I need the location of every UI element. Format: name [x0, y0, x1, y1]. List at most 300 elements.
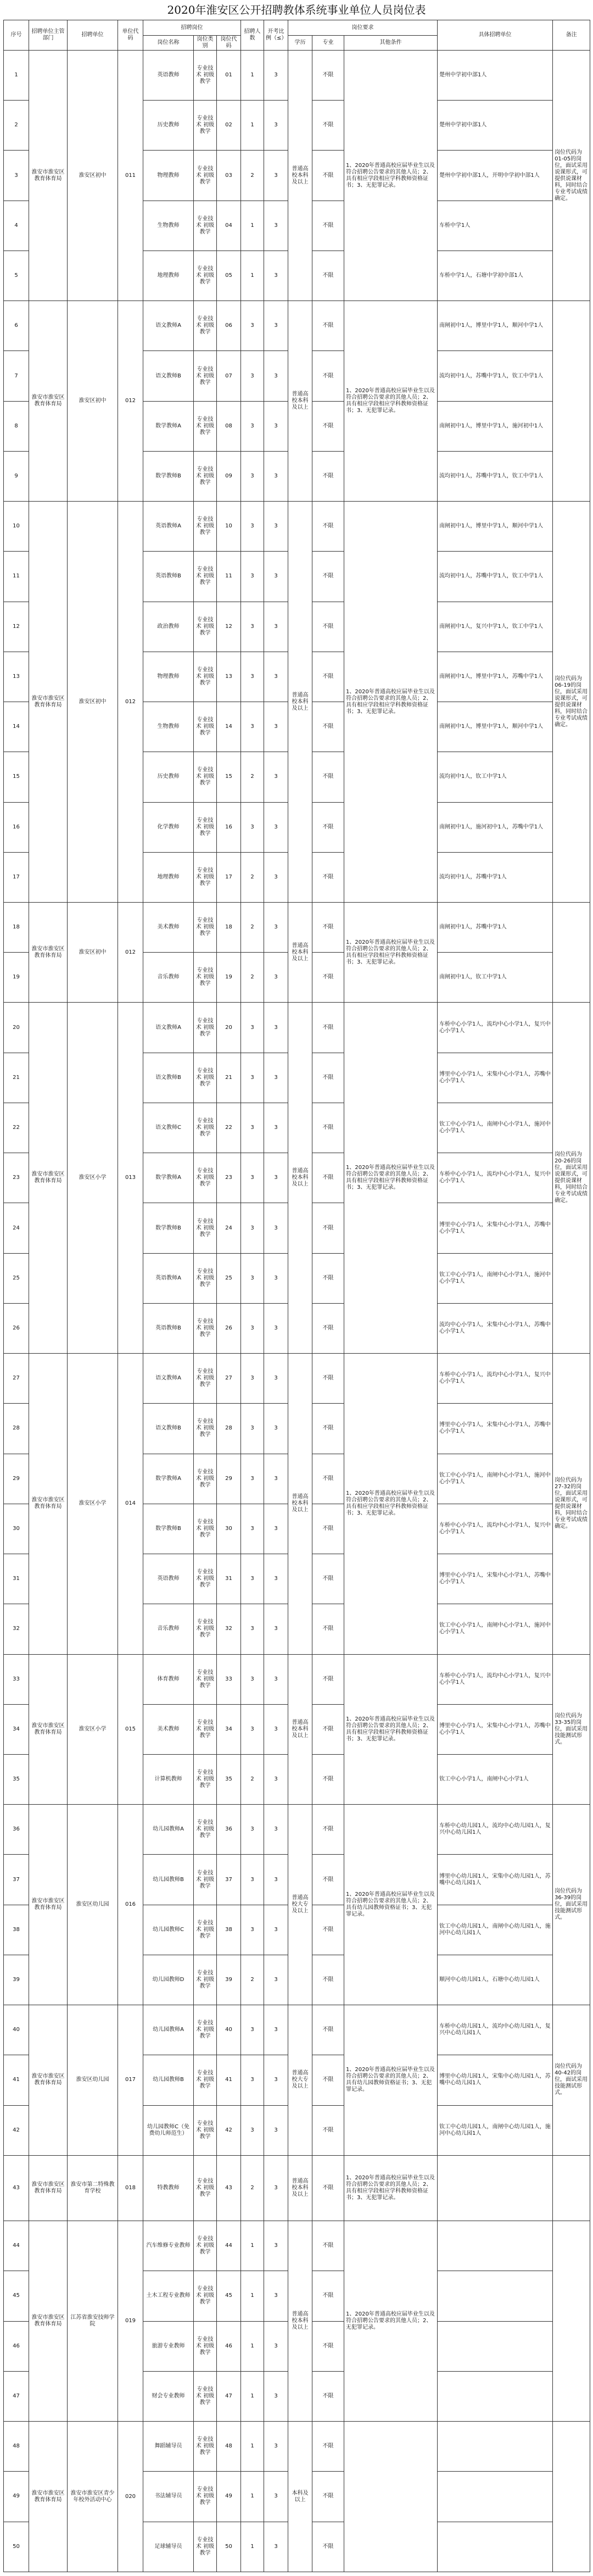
- row-post-name: 英语教师A: [143, 502, 194, 552]
- row-remark: 岗位代码为40-42的岗位，面试采用技能测试形式。: [553, 2005, 590, 2156]
- row-post-code: 09: [217, 451, 241, 501]
- row-seq: 23: [4, 1153, 29, 1203]
- row-recruit-num: 2: [241, 151, 264, 201]
- row-recruit-num: 3: [241, 301, 264, 351]
- row-major: 不限: [312, 1704, 344, 1754]
- row-unit-code: 020: [118, 2422, 143, 2572]
- row-post-code: 05: [217, 251, 241, 301]
- header-major: 专业: [312, 36, 344, 51]
- row-seq: 9: [4, 451, 29, 501]
- row-post-code: 20: [217, 1003, 241, 1053]
- table-header: [4, 20, 590, 51]
- row-major: 不限: [312, 2221, 344, 2271]
- row-post-name: 数学教师A: [143, 1454, 194, 1504]
- row-ratio: 3: [264, 953, 288, 1003]
- row-ratio: 3: [264, 2371, 288, 2421]
- row-major: 不限: [312, 1654, 344, 1704]
- header-location: 具体招聘单位: [438, 20, 553, 51]
- row-recruit-num: 3: [241, 1003, 264, 1053]
- row-recruit-num: 3: [241, 1805, 264, 1855]
- row-major: 不限: [312, 602, 344, 652]
- row-remark: [553, 902, 590, 1002]
- row-dept: 淮安市淮安区教育体育局: [29, 902, 68, 1002]
- row-major: 不限: [312, 552, 344, 602]
- table-row: [4, 1805, 590, 1855]
- row-location: 车桥中心小学1人，流均中心小学1人，复兴中心小学1人: [438, 1153, 553, 1203]
- row-major: 不限: [312, 51, 344, 101]
- row-location: 流均初中1人，苏嘴中学1人: [438, 852, 553, 902]
- row-location: 钦工中心幼儿园1人，南闸中心幼儿园1人，施河中心幼儿园1人: [438, 1905, 553, 1955]
- row-post-type: 专业技术 初级教学: [194, 1905, 217, 1955]
- row-ratio: 3: [264, 51, 288, 101]
- row-unit: 淮安市淮安区青少年校外活动中心: [68, 2422, 118, 2572]
- row-ratio: 3: [264, 1604, 288, 1654]
- row-post-name: 物理教师: [143, 151, 194, 201]
- row-recruit-num: 3: [241, 802, 264, 852]
- row-location: 车桥中心幼儿园1人，流均中心幼儿园1人，复兴中心幼儿园1人: [438, 2005, 553, 2055]
- row-post-name: 幼儿园教师D: [143, 1955, 194, 2005]
- row-recruit-num: 3: [241, 351, 264, 401]
- table-row: [4, 1654, 590, 1704]
- table-row: [4, 2221, 590, 2271]
- row-seq: 22: [4, 1103, 29, 1153]
- row-ratio: 3: [264, 1053, 288, 1103]
- row-post-name: 美术教师: [143, 1704, 194, 1754]
- row-recruit-num: 1: [241, 2422, 264, 2472]
- row-seq: 27: [4, 1354, 29, 1404]
- row-recruit-num: 3: [241, 1704, 264, 1754]
- row-ratio: 3: [264, 301, 288, 351]
- row-location: 流均初中1人，苏嘴中学1人，钦工中学1人: [438, 451, 553, 501]
- row-ratio: 3: [264, 1153, 288, 1203]
- row-post-name: 语文教师B: [143, 1404, 194, 1454]
- header-unit-code: 单位代码: [118, 20, 143, 51]
- row-post-name: 幼儿园教师B: [143, 1855, 194, 1905]
- row-recruit-num: 3: [241, 1053, 264, 1103]
- header-remark: 备注: [553, 20, 590, 51]
- header-post-name: 岗位名称: [143, 36, 194, 51]
- row-post-name: 美术教师: [143, 902, 194, 952]
- row-post-type: 专业技术 初级教学: [194, 1053, 217, 1103]
- row-dept: 淮安市淮安区教育体育局: [29, 2221, 68, 2422]
- row-post-name: 数学教师A: [143, 401, 194, 451]
- row-post-code: 07: [217, 351, 241, 401]
- row-recruit-num: 1: [241, 101, 264, 151]
- row-post-name: 语文教师A: [143, 1003, 194, 1053]
- row-post-code: 29: [217, 1454, 241, 1504]
- row-seq: 26: [4, 1303, 29, 1353]
- row-post-code: 17: [217, 852, 241, 902]
- header-post-group: 招聘岗位: [143, 20, 241, 36]
- row-recruit-num: 3: [241, 1354, 264, 1404]
- row-unit: 淮安区初中: [68, 502, 118, 903]
- row-post-name: 数学教师B: [143, 1203, 194, 1253]
- row-ratio: 3: [264, 1454, 288, 1504]
- row-post-name: 体育教师: [143, 1654, 194, 1704]
- row-unit-code: 019: [118, 2221, 143, 2422]
- header-other: 其他条件: [344, 36, 438, 51]
- row-post-type: 专业技术 初级教学: [194, 802, 217, 852]
- header-dept: 招聘单位主管部门: [29, 20, 68, 51]
- row-recruit-num: 1: [241, 201, 264, 251]
- row-recruit-num: 3: [241, 1855, 264, 1905]
- row-unit-code: 012: [118, 502, 143, 903]
- row-post-name: 数学教师B: [143, 1504, 194, 1554]
- row-major: 不限: [312, 953, 344, 1003]
- row-unit: 淮安区小学: [68, 1003, 118, 1354]
- row-ratio: 3: [264, 2105, 288, 2155]
- row-location: 博里中心小学1人，宋集中心小学1人，苏嘴中心小学1人: [438, 1404, 553, 1454]
- row-ratio: 3: [264, 1905, 288, 1955]
- row-post-type: 专业技术 初级教学: [194, 902, 217, 952]
- row-post-type: 专业技术 初级教学: [194, 2472, 217, 2522]
- row-post-name: 财会专业教师: [143, 2371, 194, 2421]
- row-post-name: 英语教师B: [143, 552, 194, 602]
- row-recruit-num: 3: [241, 1303, 264, 1353]
- row-location: 流均中心小学1人，宋集中心小学1人，苏嘴中心小学1人: [438, 1303, 553, 1353]
- row-seq: 4: [4, 201, 29, 251]
- row-post-code: 01: [217, 51, 241, 101]
- row-post-type: 专业技术 初级教学: [194, 1404, 217, 1454]
- row-post-name: 语文教师A: [143, 301, 194, 351]
- row-recruit-num: 2: [241, 2155, 264, 2221]
- row-remark: [553, 301, 590, 502]
- row-unit-code: 018: [118, 2155, 143, 2221]
- row-seq: 3: [4, 151, 29, 201]
- row-post-code: 40: [217, 2005, 241, 2055]
- row-post-name: 特教教师: [143, 2155, 194, 2221]
- row-ratio: 3: [264, 1805, 288, 1855]
- row-post-type: 专业技术 初级教学: [194, 552, 217, 602]
- row-location: 钦工中心小学1人，南闸中心小学1人，施河中心小学1人: [438, 1454, 553, 1504]
- row-post-code: 12: [217, 602, 241, 652]
- row-recruit-num: 1: [241, 2321, 264, 2371]
- row-unit-code: 016: [118, 1805, 143, 2005]
- row-location: 钦工中心小学1人，南闸中心小学1人: [438, 1754, 553, 1804]
- row-post-code: 34: [217, 1704, 241, 1754]
- row-post-type: 专业技术 初级教学: [194, 502, 217, 552]
- row-seq: 20: [4, 1003, 29, 1053]
- row-post-type: 专业技术 初级教学: [194, 101, 217, 151]
- row-recruit-num: 3: [241, 1153, 264, 1203]
- row-major: 不限: [312, 1905, 344, 1955]
- row-seq: 32: [4, 1604, 29, 1654]
- row-location: 南闸初中1人，苏嘴中学1人: [438, 902, 553, 952]
- row-ratio: 3: [264, 702, 288, 752]
- row-ratio: 3: [264, 2055, 288, 2105]
- row-location: [438, 2522, 553, 2572]
- row-major: 不限: [312, 2271, 344, 2321]
- row-seq: 29: [4, 1454, 29, 1504]
- row-post-name: 书法辅导员: [143, 2472, 194, 2522]
- row-unit: 淮安区幼儿园: [68, 2005, 118, 2156]
- row-seq: 43: [4, 2155, 29, 2221]
- row-major: 不限: [312, 2472, 344, 2522]
- row-location: 南闸初中1人，博里中学1人，顺河中学1人: [438, 702, 553, 752]
- row-major: 不限: [312, 1504, 344, 1554]
- row-location: 博里中心幼儿园1人，宋集中心幼儿园1人，苏嘴中心幼儿园1人: [438, 1855, 553, 1905]
- row-post-type: 专业技术 初级教学: [194, 752, 217, 802]
- row-recruit-num: 3: [241, 1404, 264, 1454]
- row-unit: 淮安市第二特殊教育学校: [68, 2155, 118, 2221]
- row-recruit-num: 3: [241, 1554, 264, 1604]
- row-post-type: 专业技术 初级教学: [194, 1253, 217, 1303]
- row-post-name: 生物教师: [143, 702, 194, 752]
- row-post-name: 语文教师A: [143, 1354, 194, 1404]
- row-other: [344, 2422, 438, 2572]
- header-seq: 序号: [4, 20, 29, 51]
- row-major: 不限: [312, 1203, 344, 1253]
- row-unit: 江苏省淮安技师学院: [68, 2221, 118, 2422]
- row-unit: 淮安区初中: [68, 301, 118, 502]
- row-unit-code: 015: [118, 1654, 143, 1805]
- row-major: 不限: [312, 1003, 344, 1053]
- row-location: [438, 2422, 553, 2472]
- row-recruit-num: 2: [241, 752, 264, 802]
- row-location: 车桥中学1人: [438, 201, 553, 251]
- row-location: 南闸初中1人，博里中学1人，顺河中学1人: [438, 502, 553, 552]
- row-location: 南闸初中1人，复兴中学1人，钦工中学1人: [438, 602, 553, 652]
- row-major: 不限: [312, 1805, 344, 1855]
- row-post-type: 专业技术 初级教学: [194, 953, 217, 1003]
- row-seq: 49: [4, 2472, 29, 2522]
- row-major: 不限: [312, 401, 344, 451]
- row-other: 1、2020年普通高校应届毕业生以及符合招聘公告要求的其他人员；2、具有相应学段相应学科教师资格证书；3、无犯罪记录。: [344, 51, 438, 301]
- row-location: 车桥中心小学1人，流均中心小学1人，复兴中心小学1人: [438, 1003, 553, 1053]
- row-edu: 本科及以上: [288, 2422, 312, 2572]
- row-dept: 淮安市淮安区教育体育局: [29, 1003, 68, 1354]
- row-ratio: 3: [264, 2005, 288, 2055]
- row-post-code: 48: [217, 2422, 241, 2472]
- row-location: 流均初中1人，钦工中学1人: [438, 752, 553, 802]
- row-recruit-num: 3: [241, 2105, 264, 2155]
- row-major: 不限: [312, 1053, 344, 1103]
- row-unit-code: 012: [118, 902, 143, 1002]
- row-major: 不限: [312, 201, 344, 251]
- row-post-type: 专业技术 初级教学: [194, 1654, 217, 1704]
- row-major: 不限: [312, 1103, 344, 1153]
- row-ratio: 3: [264, 1404, 288, 1454]
- row-post-type: 专业技术 初级教学: [194, 1604, 217, 1654]
- row-location: 流均初中1人，苏嘴中学1人，钦工中学1人: [438, 351, 553, 401]
- row-post-name: 地理教师: [143, 251, 194, 301]
- row-post-name: 幼儿园教师B: [143, 2055, 194, 2105]
- header-row: [4, 20, 590, 36]
- row-recruit-num: 3: [241, 1103, 264, 1153]
- row-remark: [553, 2221, 590, 2422]
- row-recruit-num: 3: [241, 1203, 264, 1253]
- row-post-code: 42: [217, 2105, 241, 2155]
- row-recruit-num: 1: [241, 2522, 264, 2572]
- row-dept: 淮安市淮安区教育体育局: [29, 301, 68, 502]
- row-major: 不限: [312, 2522, 344, 2572]
- row-ratio: 3: [264, 2522, 288, 2572]
- row-seq: 39: [4, 1955, 29, 2005]
- row-post-code: 35: [217, 1754, 241, 1804]
- row-ratio: 3: [264, 251, 288, 301]
- row-unit-code: 011: [118, 51, 143, 301]
- row-post-type: 专业技术 初级教学: [194, 1504, 217, 1554]
- row-post-code: 39: [217, 1955, 241, 2005]
- row-seq: 28: [4, 1404, 29, 1454]
- row-major: 不限: [312, 101, 344, 151]
- row-ratio: 3: [264, 1203, 288, 1253]
- row-post-type: 专业技术 初级教学: [194, 2155, 217, 2221]
- row-remark: [553, 2155, 590, 2221]
- row-major: 不限: [312, 351, 344, 401]
- row-seq: 42: [4, 2105, 29, 2155]
- row-major: 不限: [312, 1253, 344, 1303]
- row-post-code: 10: [217, 502, 241, 552]
- row-unit-code: 014: [118, 1354, 143, 1654]
- row-ratio: 3: [264, 552, 288, 602]
- row-recruit-num: 3: [241, 1504, 264, 1554]
- row-dept: 淮安市淮安区教育体育局: [29, 2422, 68, 2572]
- row-post-code: 23: [217, 1153, 241, 1203]
- row-ratio: 3: [264, 2155, 288, 2221]
- row-post-code: 11: [217, 552, 241, 602]
- row-seq: 19: [4, 953, 29, 1003]
- row-post-name: 音乐教师: [143, 953, 194, 1003]
- row-recruit-num: 2: [241, 1754, 264, 1804]
- row-post-type: 专业技术 初级教学: [194, 1955, 217, 2005]
- row-edu: 普通高校大专及以上: [288, 1805, 312, 2005]
- row-seq: 35: [4, 1754, 29, 1804]
- row-ratio: 3: [264, 201, 288, 251]
- row-ratio: 3: [264, 1754, 288, 1804]
- row-seq: 17: [4, 852, 29, 902]
- row-post-type: 专业技术 初级教学: [194, 301, 217, 351]
- row-recruit-num: 3: [241, 1905, 264, 1955]
- row-ratio: 3: [264, 2271, 288, 2321]
- row-post-type: 专业技术 初级教学: [194, 351, 217, 401]
- row-seq: 24: [4, 1203, 29, 1253]
- row-post-code: 32: [217, 1604, 241, 1654]
- row-recruit-num: 2: [241, 1955, 264, 2005]
- row-remark: [553, 2422, 590, 2572]
- row-unit: 淮安区初中: [68, 51, 118, 301]
- row-ratio: 3: [264, 151, 288, 201]
- row-post-code: 30: [217, 1504, 241, 1554]
- row-recruit-num: 2: [241, 902, 264, 952]
- row-edu: 普通高校本科及以上: [288, 1354, 312, 1654]
- row-unit-code: 017: [118, 2005, 143, 2156]
- row-seq: 25: [4, 1253, 29, 1303]
- row-major: 不限: [312, 1303, 344, 1353]
- row-post-code: 22: [217, 1103, 241, 1153]
- row-major: 不限: [312, 1454, 344, 1504]
- row-post-type: 专业技术 初级教学: [194, 201, 217, 251]
- row-major: 不限: [312, 902, 344, 952]
- row-other: 1、2020年普通高校应届毕业生以及符合招聘公告要求的其他人员；2、具有相应学段相应学科教师资格证书；3、无犯罪记录。: [344, 301, 438, 502]
- row-post-type: 专业技术 初级教学: [194, 1754, 217, 1804]
- row-post-code: 03: [217, 151, 241, 201]
- row-post-code: 44: [217, 2221, 241, 2271]
- table-row: [4, 51, 590, 101]
- table-row: [4, 902, 590, 952]
- row-ratio: 3: [264, 101, 288, 151]
- row-major: 不限: [312, 151, 344, 201]
- row-post-name: 汽车维修专业教师: [143, 2221, 194, 2271]
- row-post-code: 47: [217, 2371, 241, 2421]
- row-post-name: 生物教师: [143, 201, 194, 251]
- row-seq: 47: [4, 2371, 29, 2421]
- row-edu: 普通高校本科及以上: [288, 502, 312, 903]
- row-seq: 16: [4, 802, 29, 852]
- row-post-name: 数学教师A: [143, 1153, 194, 1203]
- row-ratio: 3: [264, 2321, 288, 2371]
- row-location: 南闸初中1人，施河初中1人，苏嘴中学1人: [438, 802, 553, 852]
- row-post-code: 13: [217, 652, 241, 702]
- row-post-code: 06: [217, 301, 241, 351]
- row-recruit-num: 3: [241, 2005, 264, 2055]
- positions-table: [3, 20, 590, 2572]
- row-major: 不限: [312, 301, 344, 351]
- row-post-type: 专业技术 初级教学: [194, 1303, 217, 1353]
- row-edu: 普通高校本科及以上: [288, 2221, 312, 2422]
- row-ratio: 3: [264, 1003, 288, 1053]
- row-edu: 普通高校本科及以上: [288, 2155, 312, 2221]
- row-major: 不限: [312, 2422, 344, 2472]
- row-major: 不限: [312, 1404, 344, 1454]
- row-recruit-num: 3: [241, 1604, 264, 1654]
- page-title: 2020年淮安区公开招聘教体系统事业单位人员岗位表: [167, 3, 426, 16]
- row-ratio: 3: [264, 852, 288, 902]
- row-seq: 8: [4, 401, 29, 451]
- row-post-code: 14: [217, 702, 241, 752]
- row-post-code: 21: [217, 1053, 241, 1103]
- row-post-name: 计算机教师: [143, 1754, 194, 1804]
- row-location: [438, 2271, 553, 2321]
- row-other: 1、2020年普通高校应届毕业生以及符合招聘公告要求的其他人员；2、无犯罪记录。: [344, 2221, 438, 2422]
- row-remark: 岗位代码为06-19的岗位，面试采用说课形式，可提供说课材料，同时结合专业考试成绩确定。: [553, 502, 590, 903]
- header-post-type: 岗位类别: [194, 36, 217, 51]
- row-post-code: 36: [217, 1805, 241, 1855]
- row-post-code: 19: [217, 953, 241, 1003]
- row-post-name: 语文教师B: [143, 1053, 194, 1103]
- row-edu: 普通高校本科及以上: [288, 51, 312, 301]
- table-row: [4, 2422, 590, 2472]
- row-ratio: 3: [264, 902, 288, 952]
- row-seq: 37: [4, 1855, 29, 1905]
- row-ratio: 3: [264, 1554, 288, 1604]
- row-post-code: 18: [217, 902, 241, 952]
- row-other: 1、2020年普通高校应届毕业生以及符合招聘公告要求的其他人员；2、具有相应学段相应学科教师资格证书；3、无犯罪记录。: [344, 2155, 438, 2221]
- row-post-name: 英语教师: [143, 1554, 194, 1604]
- row-major: 不限: [312, 2005, 344, 2055]
- row-location: 顺河中心幼儿园1人，石塘中心幼儿园1人: [438, 1955, 553, 2005]
- row-location: 钦工中心小学1人，南闸中心小学1人，施河中心小学1人: [438, 1604, 553, 1654]
- row-recruit-num: 3: [241, 602, 264, 652]
- row-post-type: 专业技术 初级教学: [194, 1354, 217, 1404]
- row-post-name: 幼儿园教师C（免费幼儿师范生）: [143, 2105, 194, 2155]
- row-location: 楚州中学初中部1人: [438, 51, 553, 101]
- row-location: 南闸初中1人，博里中学1人，苏嘴中学1人: [438, 652, 553, 702]
- row-ratio: 3: [264, 2472, 288, 2522]
- row-edu: 普通高校本科及以上: [288, 1654, 312, 1805]
- row-seq: 41: [4, 2055, 29, 2105]
- row-post-name: 旅游专业教师: [143, 2321, 194, 2371]
- row-seq: 7: [4, 351, 29, 401]
- row-seq: 12: [4, 602, 29, 652]
- row-post-code: 25: [217, 1253, 241, 1303]
- row-unit-code: 013: [118, 1003, 143, 1354]
- row-post-code: 50: [217, 2522, 241, 2572]
- row-major: 不限: [312, 2321, 344, 2371]
- row-major: 不限: [312, 1955, 344, 2005]
- row-ratio: 3: [264, 351, 288, 401]
- header-unit: 招聘单位: [68, 20, 118, 51]
